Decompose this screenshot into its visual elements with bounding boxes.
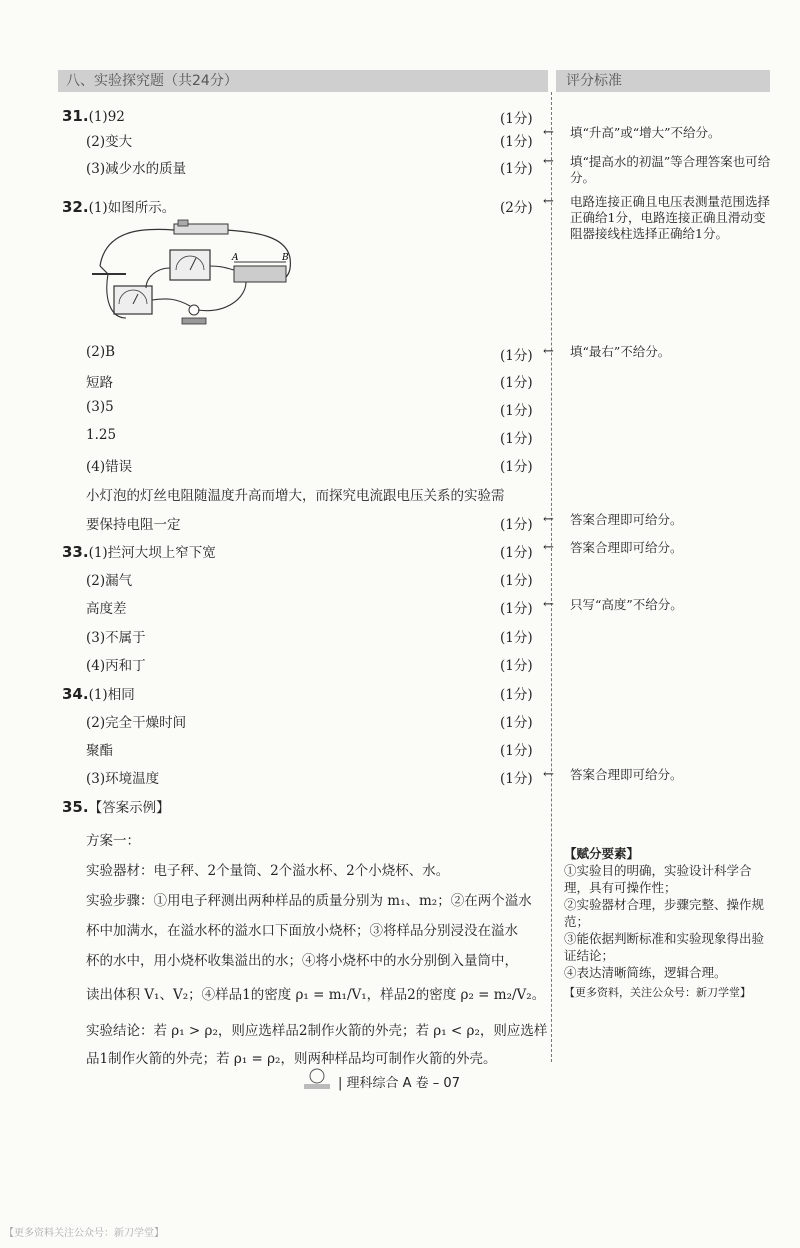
arrow-icon: ← (543, 767, 554, 782)
answer-text: (3)不属于 (86, 630, 146, 646)
steps-line-1: 实验步骤：①用电子秤测出两种样品的质量分别为 m₁、m₂；②在两个溢水 (86, 893, 532, 909)
answer-text: (2)漏气 (86, 573, 133, 589)
answer-text: (2)变大 (86, 134, 133, 150)
answer-text: (1)如图所示。 (88, 200, 176, 216)
scoring-note: 答案合理即可给分。 (570, 767, 683, 782)
score-value: (1分) (500, 459, 533, 475)
conclusion-line-2: 品1制作火箭的外壳；若 ρ₁ = ρ₂，则两种样品均可制作火箭的外壳。 (86, 1051, 497, 1067)
scoring-note: 填“提高水的初温”等合理答案也可给分。 (570, 154, 771, 185)
box-item: ④表达清晰简练，逻辑合理。 (564, 965, 727, 980)
answer-text: (4)错误 (86, 459, 133, 475)
publisher-logo (300, 1066, 334, 1090)
conclusion-line-1: 实验结论：若 ρ₁ > ρ₂，则应选样品2制作火箭的外壳；若 ρ₁ < ρ₂，则应选样 (86, 1023, 548, 1039)
box-item: ①实验目的明确，实验设计科学合理，具有可操作性； (564, 863, 752, 895)
answer-text: 要保持电阻一定 (86, 517, 181, 533)
answer-row (86, 427, 116, 443)
scoring-note: 答案合理即可给分。 (570, 540, 683, 555)
answer-text: (3)5 (86, 399, 114, 415)
score-value: (1分) (500, 630, 533, 646)
scoring-note: 只写“高度”不给分。 (570, 597, 683, 612)
answer-row (86, 130, 132, 150)
answer-row (62, 107, 125, 125)
equipment-text: 实验器材：电子秤、2个量筒、2个溢水杯、2个小烧杯、水。 (86, 863, 450, 879)
bottom-watermark: 【更多资料关注公众号：新刀学堂】 (4, 1228, 164, 1239)
answer-row (86, 597, 127, 617)
answer-text: 1.25 (86, 427, 117, 443)
answer-row (86, 654, 146, 674)
question-number: 31. (62, 107, 89, 125)
question-number: 33. (62, 543, 89, 561)
answer-text: 【答案示例】 (88, 800, 170, 816)
answer-row (86, 371, 113, 391)
score-value: (1分) (500, 375, 533, 391)
score-value: (1分) (500, 545, 533, 561)
score-value: (1分) (500, 687, 533, 703)
answer-row (86, 513, 181, 533)
answer-text: 聚酯 (86, 743, 113, 759)
column-divider (551, 92, 552, 1062)
answer-text: 小灯泡的灯丝电阻随温度升高而增大，而探究电流跟电压关系的实验需 (86, 488, 505, 504)
answer-text: 短路 (86, 375, 113, 391)
score-value: (1分) (500, 348, 533, 364)
answer-row (62, 683, 135, 703)
scoring-note: 电路连接正确且电压表测量范围选择正确给1分，电路连接正确且滑动变阻器接线柱选择正确给1分。 (570, 194, 771, 241)
score-value: (1分) (500, 771, 533, 787)
answer-row (86, 767, 159, 787)
answer-text: (2)B (86, 344, 116, 360)
score-value: (2分) (500, 200, 533, 216)
answer-row (86, 711, 186, 731)
score-value: (1分) (500, 161, 533, 177)
score-value: (1分) (500, 573, 533, 589)
arrow-icon: ← (543, 512, 554, 527)
answer-text: (4)丙和丁 (86, 658, 146, 674)
answer-row (62, 796, 170, 816)
scoring-note: 填“升高”或“增大”不给分。 (570, 125, 721, 140)
arrow-icon: ← (543, 597, 554, 612)
answer-text: (1)92 (88, 109, 125, 125)
score-value: (1分) (500, 743, 533, 759)
section-header: 八、实验探究题（共24分） (58, 70, 548, 92)
answer-row (86, 739, 113, 759)
question-number: 35. (62, 798, 89, 816)
steps-line-2: 杯中加满水，在溢水杯的溢水口下面放小烧杯；③将样品分别浸没在溢水 (86, 923, 518, 939)
terminal-b-label: B (282, 253, 289, 263)
box-footer: 【更多资料，关注公众号：新刀学堂】 (564, 986, 751, 999)
answer-row (86, 344, 115, 360)
box-title: 【赋分要素】 (564, 846, 640, 861)
answer-text: (3)环境温度 (86, 771, 160, 787)
box-item: ②实验器材合理，步骤完整、操作规范； (564, 897, 765, 929)
arrow-icon: ← (543, 194, 554, 209)
score-value: (1分) (500, 431, 533, 447)
scoring-note: 答案合理即可给分。 (570, 512, 683, 527)
score-value: (1分) (500, 403, 533, 419)
question-number: 32. (62, 198, 89, 216)
scoring-elements-box (564, 845, 774, 1001)
answer-text: (2)完全干燥时间 (86, 715, 187, 731)
answer-row (86, 455, 132, 475)
score-value: (1分) (500, 517, 533, 533)
arrow-icon: ← (543, 125, 554, 140)
steps-line-3: 杯的水中，用小烧杯收集溢出的水；④将小烧杯中的水分别倒入量筒中， (86, 953, 518, 969)
answer-row (62, 196, 175, 216)
arrow-icon: ← (543, 154, 554, 169)
answer-text: (1)拦河大坝上窄下宽 (88, 545, 216, 561)
score-value: (1分) (500, 601, 533, 617)
question-number: 34. (62, 685, 89, 703)
score-value: (1分) (500, 715, 533, 731)
scoring-note: 填“最右”不给分。 (570, 344, 671, 359)
score-value: (1分) (500, 134, 533, 150)
circuit-diagram (86, 218, 296, 330)
score-value: (1分) (500, 111, 533, 127)
answer-row (86, 484, 505, 504)
steps-line-4: 读出体积 V₁、V₂；④样品1的密度 ρ₁ = m₁/V₁，样品2的密度 ρ₂ = m₂/V₂。 (86, 987, 546, 1003)
answer-text: 高度差 (86, 601, 127, 617)
box-item: ③能依据判断标准和实验现象得出验证结论； (564, 931, 765, 963)
answer-row (86, 569, 132, 589)
score-value: (1分) (500, 658, 533, 674)
answer-row (86, 399, 114, 415)
answer-row (62, 541, 216, 561)
terminal-a-label: A (232, 253, 239, 263)
answer-row (86, 626, 146, 646)
scoring-header: 评分标准 (556, 70, 770, 92)
answer-row (86, 157, 186, 177)
page-footer: | 理科综合 A 卷 – 07 (338, 1076, 460, 1091)
answer-text: (1)相同 (88, 687, 135, 703)
plan-title: 方案一： (86, 833, 140, 849)
arrow-icon: ← (543, 344, 554, 359)
answer-text: (3)减少水的质量 (86, 161, 187, 177)
arrow-icon: ← (543, 540, 554, 555)
